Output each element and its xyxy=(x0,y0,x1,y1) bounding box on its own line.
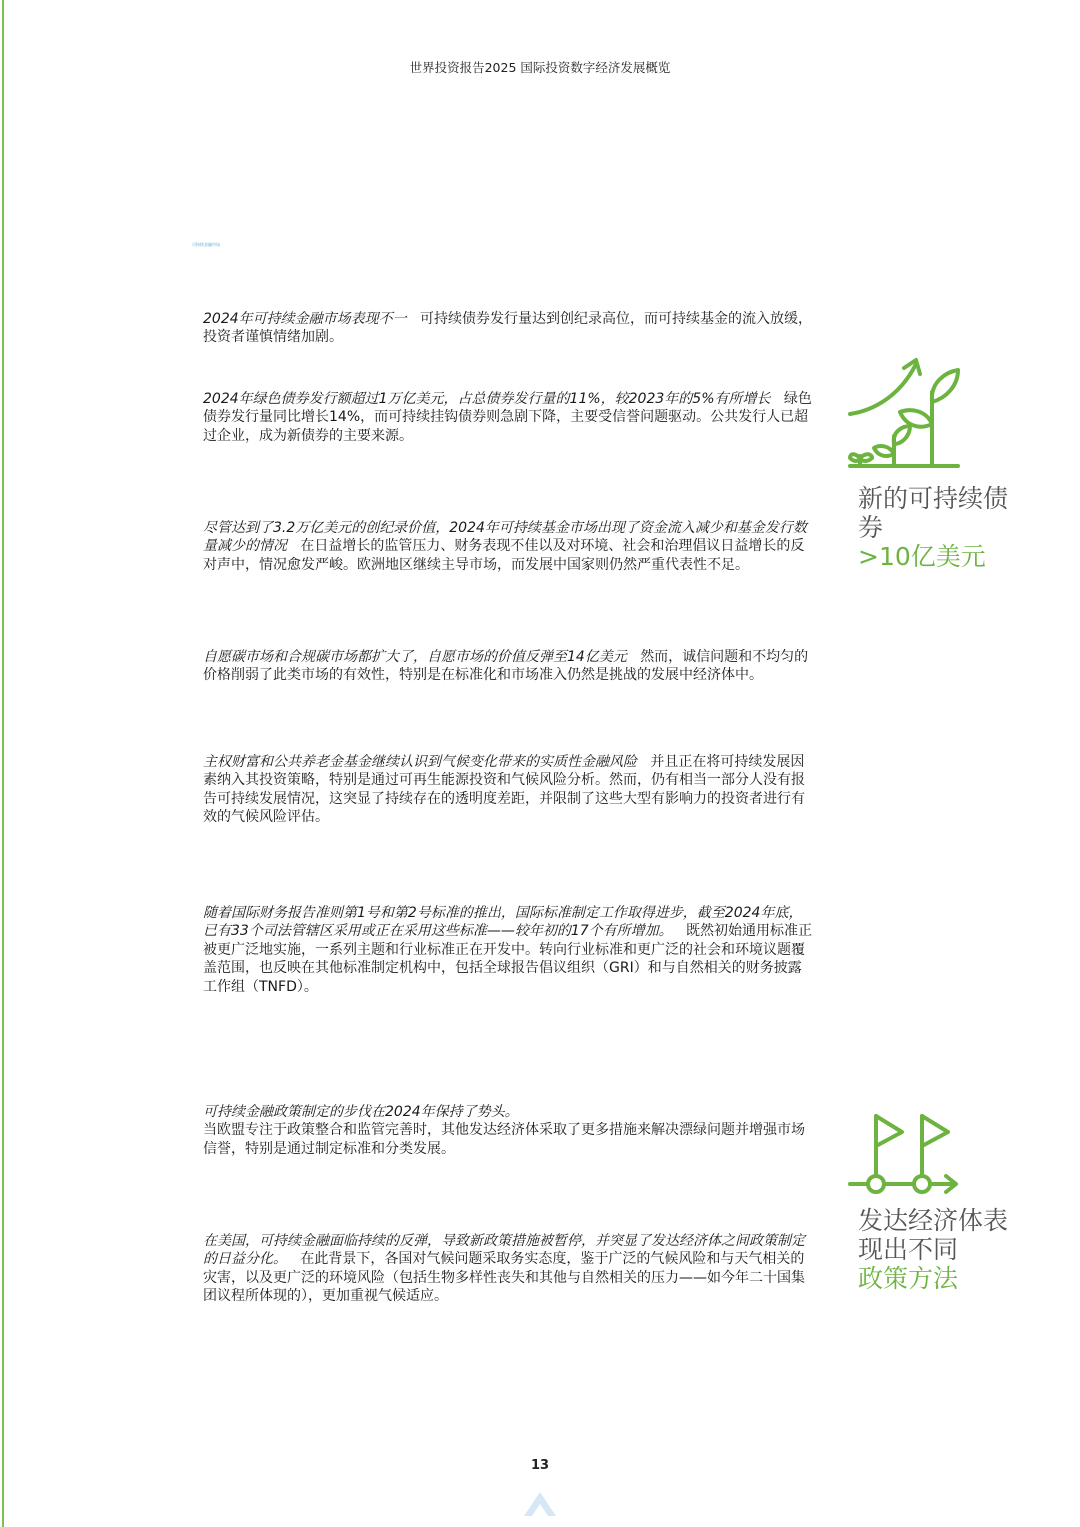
paragraph-lead: 尽管达到了3.2万亿美元的创纪录价值，2024年可持续基金市场出现了资金流入减少和基金发行数量减少的情况 xyxy=(203,520,807,555)
highlight-line: 券 xyxy=(858,513,884,542)
highlight-line: 新的可持续债 xyxy=(858,484,1009,513)
diverging-flags-icon xyxy=(846,1110,966,1204)
chevron-up-icon[interactable] xyxy=(522,1486,558,1524)
paragraph-4 xyxy=(203,648,813,685)
left-margin-rule xyxy=(2,0,4,1527)
paragraph-lead: 可持续金融政策制定的步伐在2024年保持了势头。 xyxy=(203,1104,519,1120)
paragraph-body: 在此背景下，各国对气候问题采取务实态度，鉴于广泛的气候风险和与天气相关的灾害，以及更广泛的环境风险（包括生物多样性丧失和其他与自然相关的压力——如今年二十国集团议程所体现的），更加重视气候适应。 xyxy=(203,1251,805,1305)
section-tag: 可持续金融市场 xyxy=(192,242,220,247)
paragraph-1 xyxy=(203,310,813,347)
paragraph-lead: 自愿碳市场和合规碳市场都扩大了，自愿市场的价值反弹至14亿美元 xyxy=(203,649,627,665)
paragraph-3 xyxy=(203,519,813,574)
highlight-accent: >10亿美元 xyxy=(858,542,986,571)
paragraph-lead: 主权财富和公共养老金基金继续认识到气候变化带来的实质性金融风险 xyxy=(203,754,637,770)
paragraph-body: 既然初始通用标准正被更广泛地实施，一系列主题和行业标准正在开发中。转向行业标准和更广泛的社会和环境议题覆盖范围，也反映在其他标准制定机构中，包括全球报告倡议组织（GRI）和与自然相关的财务披露工作组（TNFD）。 xyxy=(203,923,812,995)
paragraph-lead: 随着国际财务报告准则第1号和第2号标准的推出，国际标准制定工作取得进步，截至2024年底，已有33个司法管辖区采用或正在采用这些标准——较年初的17个有所增加。 xyxy=(203,905,803,940)
highlight-line: 现出不同 xyxy=(858,1235,959,1264)
paragraph-2 xyxy=(203,390,813,445)
paragraph-lead: 2024年可持续金融市场表现不一 xyxy=(203,311,407,327)
paragraph-body: 然而，诚信问题和不均匀的价格削弱了此类市场的有效性，特别是在标准化和市场准入仍然是挑战的发展中经济体中。 xyxy=(203,649,809,684)
paragraph-lead: 在美国，可持续金融面临持续的反弹，导致新政策措施被暂停，并突显了发达经济体之间政策制定的日益分化。 xyxy=(203,1233,805,1268)
plant-growth-icon xyxy=(846,352,966,476)
paragraph-5 xyxy=(203,753,813,827)
paragraph-lead: 2024年绿色债券发行额超过1万亿美元，占总债券发行量的11%，较2023年的5%有所增长 xyxy=(203,391,771,407)
highlight-line: 发达经济体表 xyxy=(858,1206,1009,1235)
highlight-sustainable-bonds xyxy=(858,484,1058,571)
highlight-accent: 政策方法 xyxy=(858,1264,959,1293)
page-number: 13 xyxy=(530,1458,550,1473)
paragraph-7 xyxy=(203,1103,813,1158)
paragraph-8 xyxy=(203,1232,813,1306)
paragraph-body: 绿色债券发行量同比增长14%，而可持续挂钩债券则急剧下降，主要受信誉问题驱动。公共发行人已超过企业，成为新债券的主要来源。 xyxy=(203,391,812,444)
paragraph-body: 并且正在将可持续发展因素纳入其投资策略，特别是通过可再生能源投资和气候风险分析。然而，仍有相当一部分人没有报告可持续发展情况，这突显了持续存在的透明度差距，并限制了这些大型有影响力的投资者进行有效的气候风险评估。 xyxy=(203,754,805,826)
paragraph-body: 当欧盟专注于政策整合和监管完善时，其他发达经济体采取了更多措施来解决漂绿问题并增强市场信誉，特别是通过制定标准和分类发展。 xyxy=(203,1122,805,1157)
paragraph-6 xyxy=(203,904,813,996)
highlight-policy-divergence xyxy=(858,1206,1058,1293)
running-header: 世界投资报告2025 国际投资数字经济发展概览 xyxy=(409,60,671,75)
paragraph-body: 可持续债券发行量达到创纪录高位，而可持续基金的流入放缓，投资者谨慎情绪加剧。 xyxy=(203,311,812,346)
paragraph-body: 在日益增长的监管压力、财务表现不佳以及对环境、社会和治理倡议日益增长的反对声中，情况愈发严峻。欧洲地区继续主导市场，而发展中国家则仍然严重代表性不足。 xyxy=(203,538,805,573)
